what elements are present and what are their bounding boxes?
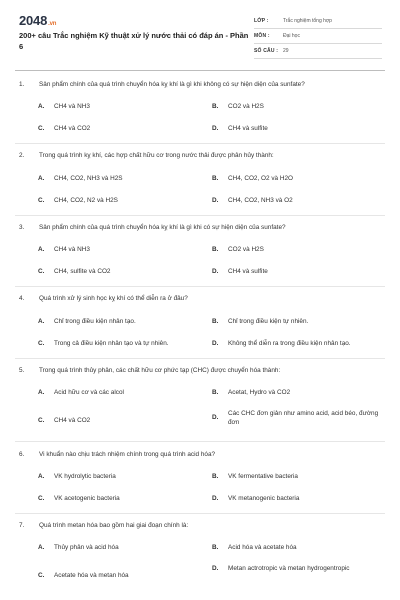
option-b[interactable] [212,175,382,184]
meta-row-count [254,44,382,59]
question-number: 2. [19,152,25,159]
question-prompt: Trong quá trình thủy phân, các chất hữu cơ phức tạp (CHC) được chuyển hóa thành: [39,367,281,374]
option-letter: D. [212,414,219,422]
option-text: CH4, CO2, N2 và H2S [54,197,118,204]
option-text: CH4, CO2, NH3 và O2 [228,197,293,204]
option-text: CH4 và sulfite [228,268,268,275]
question-number: 4. [19,295,25,302]
option-text: CH4, CO2, O2 và H2O [228,175,293,182]
question-divider [15,513,385,514]
option-b[interactable] [212,246,382,255]
meta-value: Đại học [283,33,300,39]
option-text: Acetate hóa và metan hóa [54,572,129,579]
option-a[interactable] [38,389,206,398]
question-divider [15,441,385,442]
option-text: VK acetogenic bacteria [54,495,120,502]
option-c[interactable] [38,125,206,134]
option-b[interactable] [212,389,382,398]
header-divider [15,70,385,71]
question-text [19,295,389,303]
option-text: CO2 và H2S [228,103,264,110]
meta-row-class [254,14,382,29]
option-letter: A. [38,103,45,110]
meta-label: SỐ CÂU : [254,48,279,54]
option-text: Acid hóa và acetate hóa [228,544,297,551]
site-logo[interactable] [19,13,56,28]
option-letter: C. [38,417,45,424]
question-text [19,152,389,160]
option-letter: C. [38,495,45,502]
option-letter: D. [212,340,219,347]
option-letter: D. [212,125,219,132]
option-d[interactable] [212,197,382,206]
option-letter: B. [212,246,219,253]
meta-value: 29 [283,48,289,54]
option-text: CO2 và H2S [228,246,264,253]
option-letter: B. [212,175,219,182]
option-c[interactable] [38,495,206,504]
option-letter: A. [38,246,45,253]
option-letter: C. [38,197,45,204]
question-text [19,81,389,89]
option-b[interactable] [212,103,382,112]
question-prompt: Quá trình metan hóa bao gồm hai giai đoạn chính là: [39,522,189,529]
question-divider [15,143,385,144]
option-text: CH4 và NH3 [54,103,90,110]
option-text: Không thể diễn ra trong điều kiện nhân tạo. [228,340,351,347]
option-text: CH4, sulfite và CO2 [54,268,111,275]
option-letter: D. [212,565,219,572]
meta-label: LỚP : [254,18,269,24]
question-prompt: Vi khuẩn nào chịu trách nhiệm chính trong quá trình acid hóa? [39,451,216,458]
option-letter: B. [212,103,219,110]
question-divider [15,358,385,359]
option-text: CH4 và CO2 [54,125,91,132]
option-c[interactable] [38,268,206,277]
question-prompt: Sản phẩm chính của quá trình chuyển hóa kỵ khí là gì khi có sự hiện diện của sunfate? [39,224,286,231]
document-meta [254,14,382,59]
document-title: 200+ câu Trắc nghiệm Kỹ thuật xử lý nước thải có đáp án - Phần 6 [19,31,249,51]
option-text: Trong cả điều kiện nhân tạo và tự nhiên. [54,340,169,347]
option-b[interactable] [212,318,382,327]
option-b[interactable] [212,544,382,553]
option-b[interactable] [212,473,382,482]
document-header [0,0,400,66]
option-letter: C. [38,340,45,347]
option-text: Acetat, Hydro và CO2 [228,389,291,396]
option-d[interactable] [212,125,382,134]
option-text: CH4 và NH3 [54,246,90,253]
option-text: Thủy phân và acid hóa [54,544,119,551]
question-number: 3. [19,224,25,231]
option-letter: D. [212,197,219,204]
meta-value: Trắc nghiệm tổng hợp [283,18,332,24]
option-text: VK fermentative bacteria [228,473,298,480]
question-text [19,367,389,375]
option-letter: A. [38,175,45,182]
question-prompt: Trong quá trình kỵ khí, các hợp chất hữu cơ trong nước thải được phân hủy thành: [39,152,274,159]
meta-row-subject [254,29,382,44]
option-text: Chỉ trong điều kiện tự nhiên. [228,318,309,325]
question-divider [15,286,385,287]
question-number: 6. [19,451,25,458]
option-text: Metan actrotropic và metan hydrogentropic [228,565,350,572]
option-letter: B. [212,544,219,551]
option-a[interactable] [38,175,206,184]
option-letter: B. [212,473,219,480]
option-letter: D. [212,495,219,502]
option-letter: A. [38,318,45,325]
option-text: CH4, CO2, NH3 và H2S [54,175,123,182]
option-c[interactable] [38,340,206,349]
logo-text: 2048 [19,13,48,28]
option-letter: B. [212,318,219,325]
option-text: VK metanogenic bacteria [228,495,300,502]
option-text: CH4 và CO2 [54,417,91,424]
option-a[interactable] [38,544,206,553]
option-a[interactable] [38,246,206,255]
option-d[interactable] [212,410,382,427]
option-letter: B. [212,389,219,396]
option-text: Chỉ trong điều kiện nhân tạo. [54,318,136,325]
option-letter: C. [38,125,45,132]
question-prompt: Quá trình xử lý sinh học kỵ khí có thể diễn ra ở đâu? [39,295,188,302]
option-a[interactable] [38,103,206,112]
option-letter: A. [38,389,45,396]
option-letter: D. [212,268,219,275]
option-d[interactable] [212,268,382,277]
option-d[interactable] [212,565,382,574]
question-number: 1. [19,81,25,88]
question-number: 5. [19,367,25,374]
question-divider [15,215,385,216]
option-c[interactable] [38,572,206,581]
question-number: 7. [19,522,25,529]
question-text [19,522,389,530]
option-text: CH4 và sulfite [228,125,268,132]
option-a[interactable] [38,473,206,482]
option-letter: C. [38,268,45,275]
question-prompt: Sản phẩm chính của quá trình chuyển hóa kỵ khí là gì khi không có sự hiện diện của sunfate? [39,81,305,88]
option-d[interactable] [212,495,382,504]
option-letter: A. [38,544,45,551]
option-letter: C. [38,572,45,579]
question-text [19,451,389,459]
option-letter: A. [38,473,45,480]
option-text: Acid hữu cơ và các alcol [54,389,124,396]
option-c[interactable] [38,417,206,426]
question-text [19,224,389,232]
logo-suffix: .vn [48,21,57,27]
option-text: Các CHC đơn giản như amino acid, acid béo, đường đơn [228,410,379,426]
option-c[interactable] [38,197,206,206]
option-text: VK hydrolytic bacteria [54,473,116,480]
option-d[interactable] [212,340,382,349]
meta-label: MÔN : [254,33,270,39]
option-a[interactable] [38,318,206,327]
